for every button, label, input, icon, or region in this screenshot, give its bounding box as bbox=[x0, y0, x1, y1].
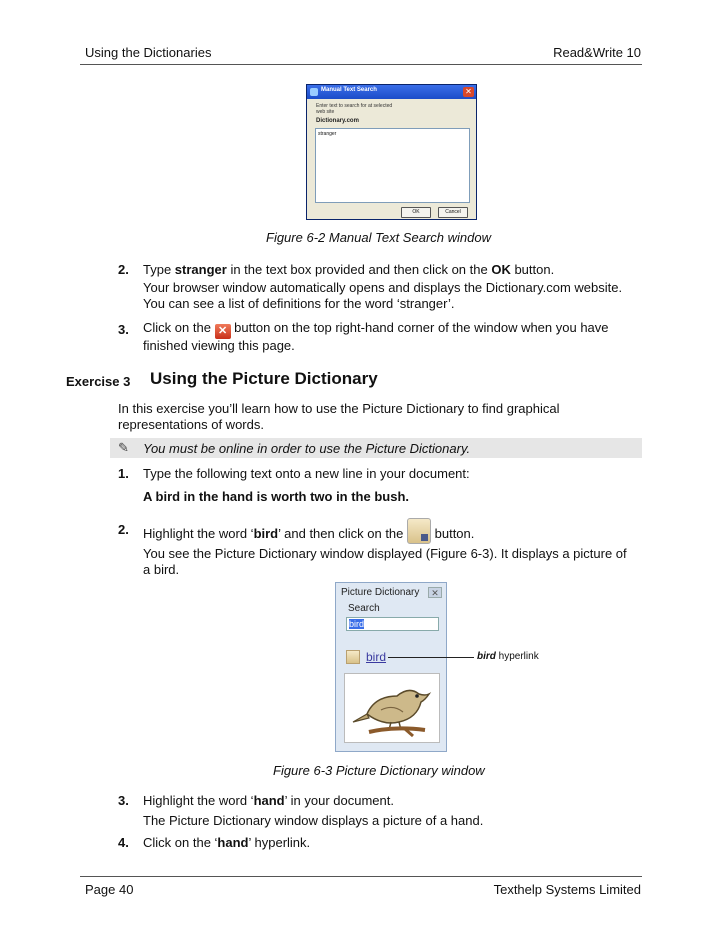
header-left: Using the Dictionaries bbox=[85, 45, 212, 60]
manual-text-search-window bbox=[306, 84, 477, 220]
step-text: Click on the ‘hand’ hyperlink. bbox=[143, 835, 311, 850]
header-divider bbox=[80, 64, 642, 65]
header-right: Read&Write 10 bbox=[553, 45, 641, 60]
step-paragraph: The Picture Dictionary window displays a picture of a hand. bbox=[143, 813, 484, 828]
footer-divider bbox=[80, 876, 642, 877]
intro-text: representations of words. bbox=[118, 417, 264, 432]
site-name: Dictionary.com bbox=[316, 118, 359, 124]
figure-caption: Figure 6-2 Manual Text Search window bbox=[266, 230, 491, 245]
step-paragraph: a bird. bbox=[143, 562, 180, 577]
exercise-title: Using the Picture Dictionary bbox=[150, 369, 378, 388]
step-paragraph: Your browser window automatically opens and displays the Dictionary.com website. bbox=[143, 280, 623, 295]
close-icon[interactable]: ✕ bbox=[428, 587, 442, 598]
step-number: 3. bbox=[118, 793, 129, 808]
figure-caption: Figure 6-3 Picture Dictionary window bbox=[273, 763, 485, 778]
manual-text-search-title: Manual Text Search bbox=[321, 87, 377, 93]
exercise-label: Exercise 3 bbox=[66, 374, 131, 389]
picture-dictionary-window bbox=[335, 582, 447, 752]
search-label: Search bbox=[348, 603, 380, 614]
manual-text-search-titlebar bbox=[307, 85, 476, 99]
step-number: 2. bbox=[118, 262, 129, 277]
book-icon bbox=[346, 650, 360, 664]
pencil-note-icon: ✎ bbox=[118, 440, 129, 455]
close-icon: ✕ bbox=[215, 324, 231, 339]
note-text: You must be online in order to use the Picture Dictionary. bbox=[143, 441, 471, 456]
cancel-button[interactable]: Cancel bbox=[438, 207, 468, 218]
search-input[interactable]: bird bbox=[346, 617, 439, 631]
search-prompt: Enter text to search for at selected web site bbox=[316, 103, 393, 115]
close-icon[interactable]: ✕ bbox=[463, 87, 474, 97]
search-text-box[interactable]: stranger bbox=[315, 128, 470, 203]
step-text: Type stranger in the text box provided and then click on the OK button. bbox=[143, 262, 555, 277]
picture-dictionary-title: Picture Dictionary bbox=[341, 587, 420, 598]
bird-illustration bbox=[345, 674, 439, 742]
example-sentence: A bird in the hand is worth two in the bush. bbox=[143, 489, 410, 504]
step-paragraph: You can see a list of definitions for the word ‘stranger’. bbox=[143, 296, 455, 311]
step-text: Highlight the word ‘bird’ and then click on the button. bbox=[143, 518, 474, 544]
step-text-continued: finished viewing this page. bbox=[143, 338, 295, 353]
step-number: 2. bbox=[118, 522, 129, 537]
step-number: 1. bbox=[118, 466, 129, 481]
bird-hyperlink-callout: bird hyperlink bbox=[477, 651, 539, 662]
step-number: 3. bbox=[118, 322, 129, 337]
step-text: Type the following text onto a new line in your document: bbox=[143, 466, 470, 481]
app-icon bbox=[310, 88, 318, 96]
picture-dictionary-icon bbox=[407, 518, 431, 544]
bird-hyperlink[interactable]: bird bbox=[366, 650, 387, 664]
bird-picture bbox=[344, 673, 440, 743]
step-text: Highlight the word ‘hand’ in your document. bbox=[143, 793, 394, 808]
ok-button[interactable]: OK bbox=[401, 207, 431, 218]
page-number: Page 40 bbox=[85, 882, 134, 897]
step-number: 4. bbox=[118, 835, 129, 850]
callout-line bbox=[388, 657, 474, 658]
step-paragraph: You see the Picture Dictionary window displayed (Figure 6-3). It displays a picture of bbox=[143, 546, 627, 561]
footer-company: Texthelp Systems Limited bbox=[493, 882, 641, 897]
intro-text: In this exercise you’ll learn how to use the Picture Dictionary to find graphical bbox=[118, 401, 560, 416]
step-text: Click on the ✕ button on the top right-hand corner of the window when you have bbox=[143, 320, 609, 337]
